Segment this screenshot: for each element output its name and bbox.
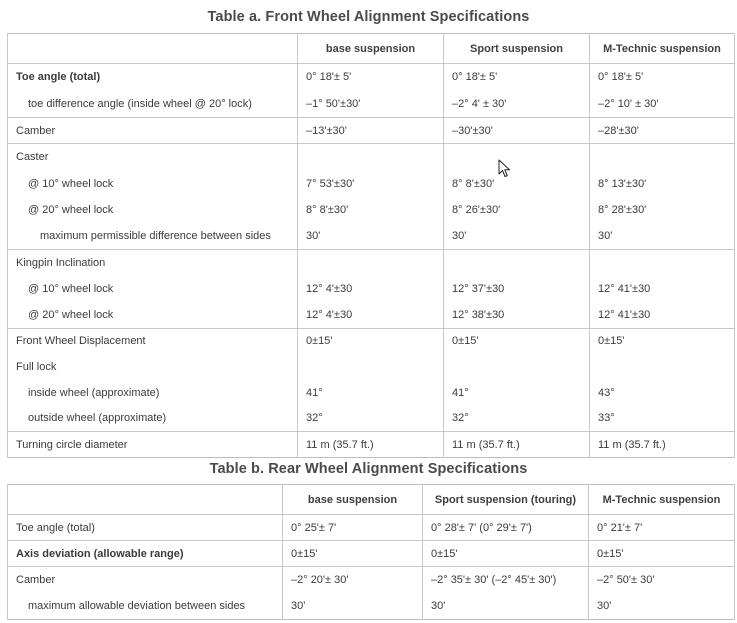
- cell-value: 0±15': [444, 329, 590, 354]
- cell-value: 0° 28'± 7' (0° 29'± 7'): [423, 515, 589, 541]
- cell-value: 11 m (35.7 ft.): [444, 432, 590, 458]
- cell-value: 0±15': [283, 541, 423, 567]
- cell-value: –2° 50'± 30': [589, 567, 735, 594]
- cell-value: [444, 354, 590, 380]
- cell-value: [590, 354, 735, 380]
- row-label: Toe angle (total): [8, 515, 283, 541]
- row-label: inside wheel (approximate): [8, 380, 298, 406]
- cell-value: 12° 4'±30: [298, 302, 444, 329]
- cell-value: [590, 250, 735, 276]
- cell-value: 0±15': [590, 329, 735, 354]
- cell-value: 0° 18'± 5': [298, 64, 444, 91]
- header-base-suspension: base suspension: [298, 34, 444, 64]
- row-label: @ 20° wheel lock: [8, 197, 298, 223]
- row-label: Camber: [8, 118, 298, 144]
- header-cell: [8, 34, 298, 64]
- table-b-title: Table b. Rear Wheel Alignment Specifications: [209, 461, 528, 477]
- row-label: @ 10° wheel lock: [8, 276, 298, 302]
- table-header-row: [8, 485, 735, 515]
- header-m-technic-suspension: M-Technic suspension: [589, 485, 735, 515]
- cell-value: 0° 21'± 7': [589, 515, 735, 541]
- cell-value: –28'±30': [590, 118, 735, 144]
- table-row: [8, 354, 735, 380]
- rear-wheel-alignment-table: [7, 484, 735, 620]
- cell-value: 8° 28'±30': [590, 197, 735, 223]
- table-row: [8, 406, 735, 432]
- table-row: [8, 541, 735, 567]
- cell-value: 12° 41'±30: [590, 276, 735, 302]
- header-sport-suspension-touring: Sport suspension (touring): [423, 485, 589, 515]
- table-row: [8, 276, 735, 302]
- cell-value: [298, 250, 444, 276]
- row-label: toe difference angle (inside wheel @ 20° lock): [8, 91, 298, 118]
- cell-value: 0° 18'± 5': [444, 64, 590, 91]
- table-row: [8, 144, 735, 171]
- header-base-suspension: base suspension: [283, 485, 423, 515]
- row-label: Axis deviation (allowable range): [8, 541, 283, 567]
- row-label: @ 10° wheel lock: [8, 171, 298, 197]
- cell-value: –30'±30': [444, 118, 590, 144]
- cell-value: –13'±30': [298, 118, 444, 144]
- cell-value: [298, 354, 444, 380]
- cell-value: 41°: [298, 380, 444, 406]
- table-row: [8, 594, 735, 620]
- row-label: Caster: [8, 144, 298, 171]
- cell-value: 0±15': [423, 541, 589, 567]
- cell-value: 8° 8'±30': [444, 171, 590, 197]
- cell-value: 32°: [298, 406, 444, 432]
- row-label: Front Wheel Displacement: [8, 329, 298, 354]
- table-header-row: [8, 34, 735, 64]
- row-label: @ 20° wheel lock: [8, 302, 298, 329]
- table-row: [8, 118, 735, 144]
- cell-value: 0±15': [589, 541, 735, 567]
- cell-value: –2° 20'± 30': [283, 567, 423, 594]
- cell-value: 8° 8'±30': [298, 197, 444, 223]
- table-row: [8, 91, 735, 118]
- table-row: [8, 223, 735, 250]
- table-row: [8, 302, 735, 329]
- row-label: Full lock: [8, 354, 298, 380]
- cell-value: 30': [283, 594, 423, 620]
- cell-value: [444, 144, 590, 171]
- cell-value: 12° 38'±30: [444, 302, 590, 329]
- cell-value: –2° 35'± 30' (–2° 45'± 30'): [423, 567, 589, 594]
- cell-value: –2° 10' ± 30': [590, 91, 735, 118]
- table-a-title: Table a. Front Wheel Alignment Specifications: [207, 9, 530, 25]
- cell-value: 0±15': [298, 329, 444, 354]
- cell-value: [444, 250, 590, 276]
- cell-value: 12° 37'±30: [444, 276, 590, 302]
- row-label: maximum allowable deviation between sides: [8, 594, 283, 620]
- cell-value: 12° 4'±30: [298, 276, 444, 302]
- table-row: [8, 515, 735, 541]
- table-row: [8, 197, 735, 223]
- cell-value: 12° 41'±30: [590, 302, 735, 329]
- cell-value: 7° 53'±30': [298, 171, 444, 197]
- mouse-pointer-icon: [498, 159, 512, 179]
- cell-value: 8° 26'±30': [444, 197, 590, 223]
- table-row: [8, 329, 735, 354]
- cell-value: 11 m (35.7 ft.): [298, 432, 444, 458]
- header-m-technic-suspension: M-Technic suspension: [590, 34, 735, 64]
- cell-value: 30': [589, 594, 735, 620]
- table-row: [8, 250, 735, 276]
- cell-value: 30': [298, 223, 444, 250]
- cell-value: 11 m (35.7 ft.): [590, 432, 735, 458]
- row-label: Camber: [8, 567, 283, 594]
- row-label: outside wheel (approximate): [8, 406, 298, 432]
- cell-value: –1° 50'±30': [298, 91, 444, 118]
- row-label: maximum permissible difference between sides: [8, 223, 298, 250]
- table-row: [8, 567, 735, 594]
- table-row: [8, 64, 735, 91]
- cell-value: 0° 25'± 7': [283, 515, 423, 541]
- cell-value: 41°: [444, 380, 590, 406]
- table-row: [8, 171, 735, 197]
- cell-value: [298, 144, 444, 171]
- cell-value: 32°: [444, 406, 590, 432]
- header-sport-suspension: Sport suspension: [444, 34, 590, 64]
- front-wheel-alignment-table: [7, 33, 735, 458]
- row-label: Turning circle diameter: [8, 432, 298, 458]
- cell-value: 43°: [590, 380, 735, 406]
- row-label: Toe angle (total): [8, 64, 298, 91]
- header-cell: [8, 485, 283, 515]
- cell-value: 30': [444, 223, 590, 250]
- cell-value: 8° 13'±30': [590, 171, 735, 197]
- cell-value: 30': [423, 594, 589, 620]
- cell-value: –2° 4' ± 30': [444, 91, 590, 118]
- cell-value: 33°: [590, 406, 735, 432]
- cell-value: [590, 144, 735, 171]
- cell-value: 0° 18'± 5': [590, 64, 735, 91]
- cell-value: 30': [590, 223, 735, 250]
- table-row: [8, 380, 735, 406]
- table-row: [8, 432, 735, 458]
- row-label: Kingpin Inclination: [8, 250, 298, 276]
